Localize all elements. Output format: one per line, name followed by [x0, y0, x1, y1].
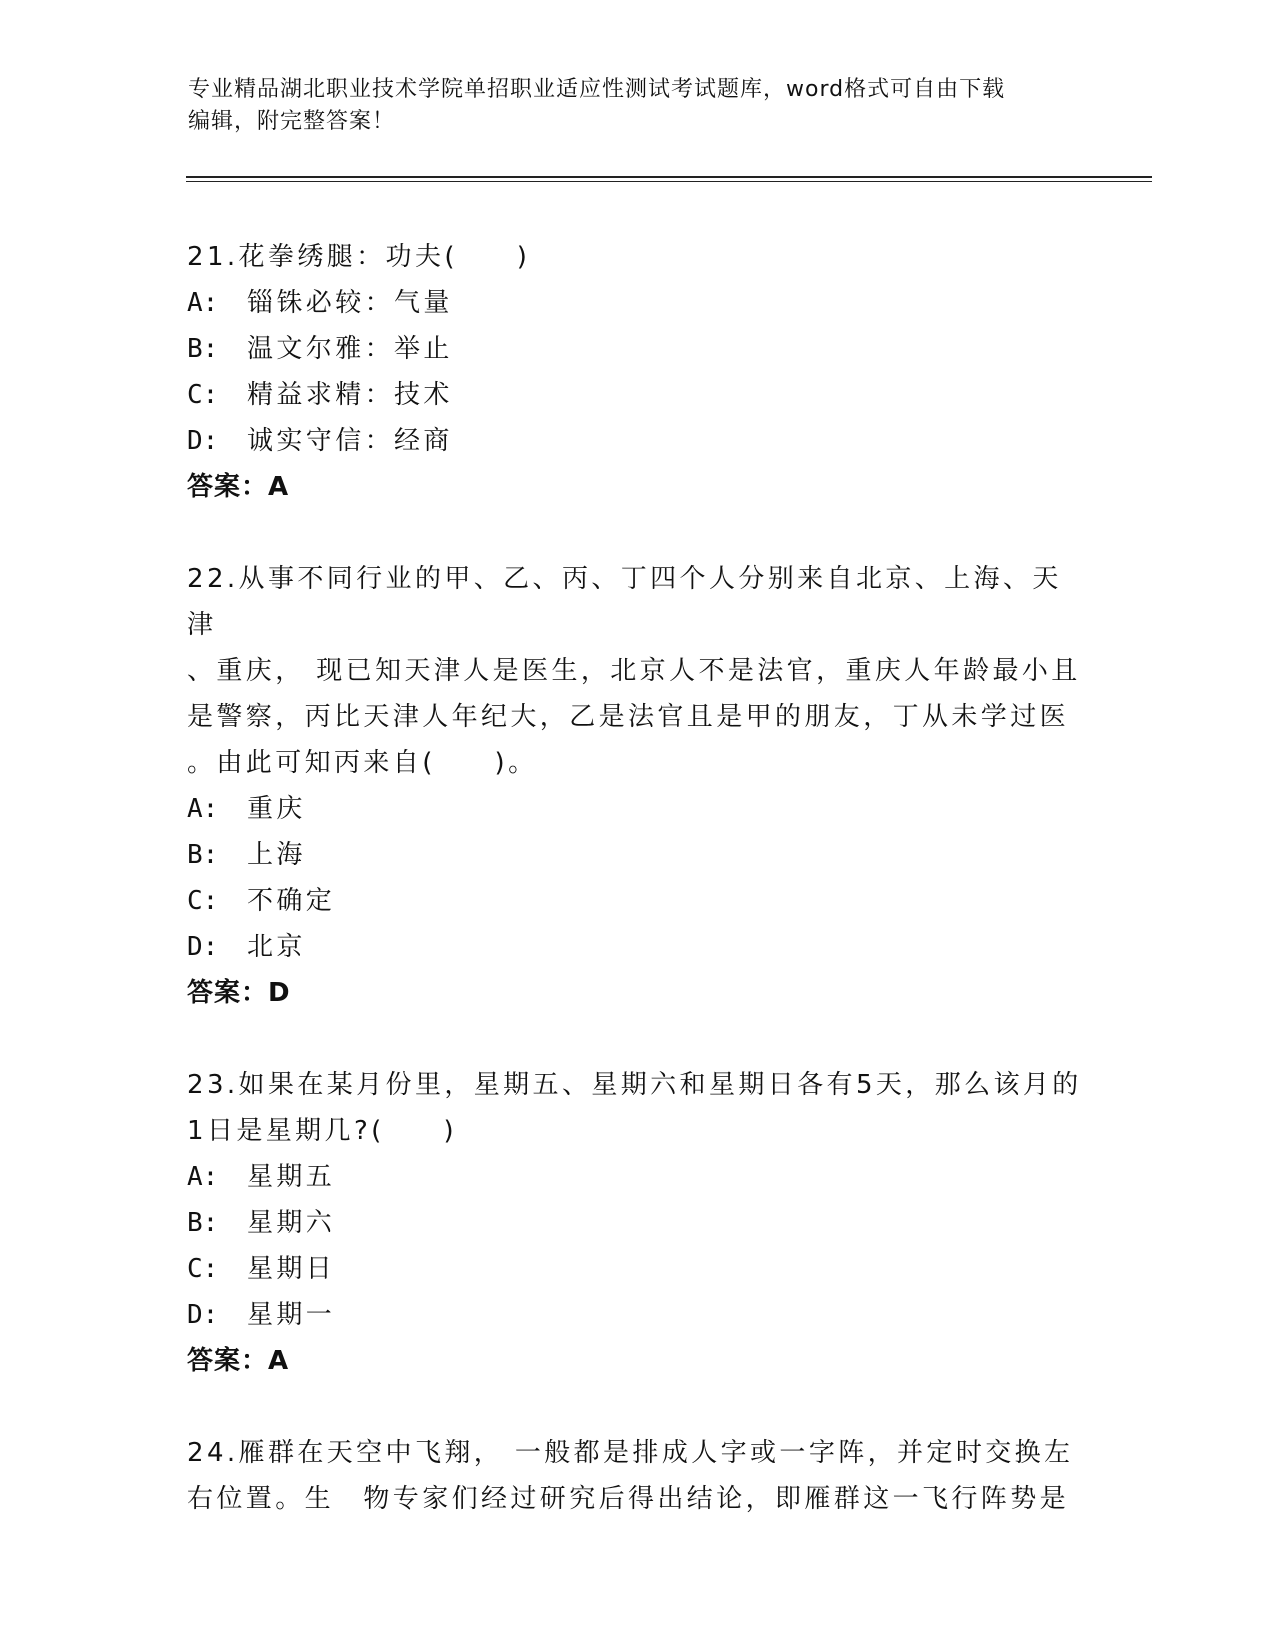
option-letter: D: — [187, 1300, 219, 1330]
option-b — [187, 832, 1087, 878]
option-letter: C: — [187, 886, 219, 916]
option-a — [187, 786, 1087, 832]
question-stem-line: 23.如果在某月份里，星期五、星期六和星期日各有5天，那么该月的 — [187, 1070, 1082, 1100]
answer: 答案：A — [187, 472, 290, 502]
spacer — [187, 510, 1087, 556]
question-stem-line: 。由此可知丙来自( )。 — [187, 748, 538, 778]
option-text: 星期日 — [247, 1254, 336, 1284]
option-text: 星期五 — [247, 1162, 336, 1192]
question-stem-line: 是警察，丙比天津人年纪大，乙是法官且是甲的朋友，丁从未学过医 — [187, 702, 1070, 732]
option-letter: A: — [187, 1162, 219, 1192]
option-text: 锱铢必较：气量 — [247, 288, 453, 318]
question-24 — [187, 1430, 1087, 1522]
question-stem-line: 、重庆， 现已知天津人是医生，北京人不是法官，重庆人年龄最小且 — [187, 656, 1081, 686]
option-b — [187, 1200, 1087, 1246]
option-c — [187, 878, 1087, 924]
option-d — [187, 418, 1087, 464]
question-stem-line: 22.从事不同行业的甲、乙、丙、丁四个人分别来自北京、上海、天津 — [187, 564, 1062, 640]
question-21 — [187, 234, 1087, 510]
option-d — [187, 924, 1087, 970]
answer: 答案：A — [187, 1346, 290, 1376]
option-a — [187, 280, 1087, 326]
spacer — [187, 1016, 1087, 1062]
option-text: 精益求精：技术 — [247, 380, 453, 410]
option-letter: B: — [187, 840, 219, 870]
option-text: 诚实守信：经商 — [247, 426, 453, 456]
spacer — [187, 1384, 1087, 1430]
option-c — [187, 372, 1087, 418]
option-letter: C: — [187, 380, 219, 410]
question-22 — [187, 556, 1087, 1016]
page-header — [188, 74, 1088, 138]
header-divider — [186, 176, 1152, 182]
header-line-2: 编辑，附完整答案！ — [188, 109, 396, 134]
option-d — [187, 1292, 1087, 1338]
option-letter: A: — [187, 288, 219, 318]
question-23 — [187, 1062, 1087, 1384]
option-text: 星期六 — [247, 1208, 336, 1238]
option-text: 星期一 — [247, 1300, 336, 1330]
option-text: 不确定 — [247, 886, 336, 916]
option-a — [187, 1154, 1087, 1200]
answer: 答案：D — [187, 978, 291, 1008]
option-letter: B: — [187, 1208, 219, 1238]
question-stem-line: 1日是星期几?( ) — [187, 1116, 458, 1146]
option-text: 重庆 — [247, 794, 306, 824]
option-text: 北京 — [247, 932, 306, 962]
question-stem-line: 24.雁群在天空中飞翔， 一般都是排成人字或一字阵，并定时交换左 — [187, 1438, 1074, 1468]
option-text: 上海 — [247, 840, 306, 870]
option-letter: A: — [187, 794, 219, 824]
option-letter: B: — [187, 334, 219, 364]
option-c — [187, 1246, 1087, 1292]
option-text: 温文尔雅：举止 — [247, 334, 453, 364]
question-list — [187, 234, 1087, 1522]
option-letter: D: — [187, 932, 219, 962]
option-letter: C: — [187, 1254, 219, 1284]
option-b — [187, 326, 1087, 372]
header-line-1: 专业精品湖北职业技术学院单招职业适应性测试考试题库，word格式可自由下载 — [188, 77, 1006, 102]
question-stem: 21.花拳绣腿：功夫( ) — [187, 242, 531, 272]
question-stem-line: 右位置。生 物专家们经过研究后得出结论，即雁群这一飞行阵势是 — [187, 1484, 1070, 1514]
option-letter: D: — [187, 426, 219, 456]
